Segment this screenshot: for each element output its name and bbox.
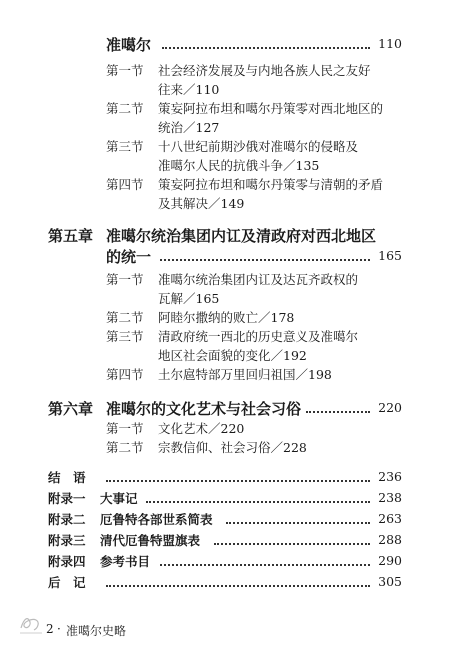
footer-bullet: ·	[57, 622, 61, 636]
appendix-label: 附录三	[48, 533, 86, 548]
chapter-label: 第五章	[48, 227, 94, 245]
section-label: 第四节	[106, 367, 144, 382]
footer-page-number: 2	[46, 622, 54, 636]
section-text-cont: 准噶尔人民的抗俄斗争／135	[158, 158, 320, 173]
leader-dots	[306, 411, 370, 413]
section-label: 第一节	[106, 63, 144, 78]
chapter-label: 第六章	[48, 400, 94, 418]
leader-dots	[160, 259, 370, 261]
appendix-label: 附录二	[48, 512, 86, 527]
section-text: 策妄阿拉布坦和噶尔丹策零对西北地区的	[158, 101, 384, 116]
section-text: 社会经济发展及与内地各族人民之友好	[158, 63, 371, 78]
section-text: 土尔扈特部万里回归祖国／198	[158, 367, 332, 382]
page-number: 220	[378, 400, 402, 415]
section-text-cont: 统治／127	[158, 120, 220, 135]
chapter-title-cont: 的统一	[106, 248, 152, 266]
appendix-title: 清代厄鲁特盟旗表	[100, 533, 201, 548]
section-text: 策妄阿拉布坦和噶尔丹策零与清朝的矛盾	[158, 177, 384, 192]
section-text-cont: 瓦解／165	[158, 291, 220, 306]
section-text: 文化艺术／220	[158, 421, 245, 436]
appendix-label: 后 记	[48, 575, 86, 590]
section-title: 准噶尔	[106, 36, 152, 54]
appendix-label: 附录四	[48, 554, 86, 569]
appendix-label: 结 语	[48, 470, 86, 485]
appendix-title: 厄鲁特各部世系简表	[100, 512, 213, 527]
section-label: 第四节	[106, 177, 144, 192]
page-number: 165	[378, 248, 402, 263]
section-text: 宗教信仰、社会习俗／228	[158, 440, 307, 455]
section-label: 第一节	[106, 421, 144, 436]
leader-dots	[106, 585, 370, 587]
leader-dots	[106, 480, 370, 482]
section-label: 第三节	[106, 329, 144, 344]
page-number: 288	[378, 532, 402, 547]
appendix-title: 大事记	[100, 491, 138, 506]
appendix-label: 附录一	[48, 491, 86, 506]
leader-dots	[146, 501, 370, 503]
footer-book-title: 准噶尔史略	[66, 624, 127, 638]
section-label: 第二节	[106, 440, 144, 455]
page-number: 110	[378, 36, 402, 51]
section-label: 第一节	[106, 272, 144, 287]
section-text-cont: 及其解决／149	[158, 196, 245, 211]
section-label: 第二节	[106, 101, 144, 116]
page-number: 238	[378, 490, 402, 505]
leader-dots	[214, 543, 370, 545]
leader-dots	[160, 564, 370, 566]
scribble-mark	[18, 612, 44, 636]
chapter-title: 准噶尔统治集团内讧及清政府对西北地区	[106, 227, 377, 245]
section-text: 阿睦尔撒纳的败亡／178	[158, 310, 295, 325]
leader-dots	[226, 522, 370, 524]
appendix-title: 参考书目	[100, 554, 151, 569]
page-number: 305	[378, 574, 402, 589]
chapter-title: 准噶尔的文化艺术与社会习俗	[106, 400, 302, 418]
section-text: 清政府统一西北的历史意义及准噶尔	[158, 329, 359, 344]
section-text-cont: 地区社会面貌的变化／192	[158, 348, 307, 363]
page-number: 263	[378, 511, 402, 526]
section-label: 第三节	[106, 139, 144, 154]
section-text: 十八世纪前期沙俄对准噶尔的侵略及	[158, 139, 359, 154]
section-text: 准噶尔统治集团内讧及达瓦齐政权的	[158, 272, 359, 287]
section-label: 第二节	[106, 310, 144, 325]
page-number: 236	[378, 469, 402, 484]
leader-dots	[162, 47, 370, 49]
page-number: 290	[378, 553, 402, 568]
section-text-cont: 往来／110	[158, 82, 220, 97]
